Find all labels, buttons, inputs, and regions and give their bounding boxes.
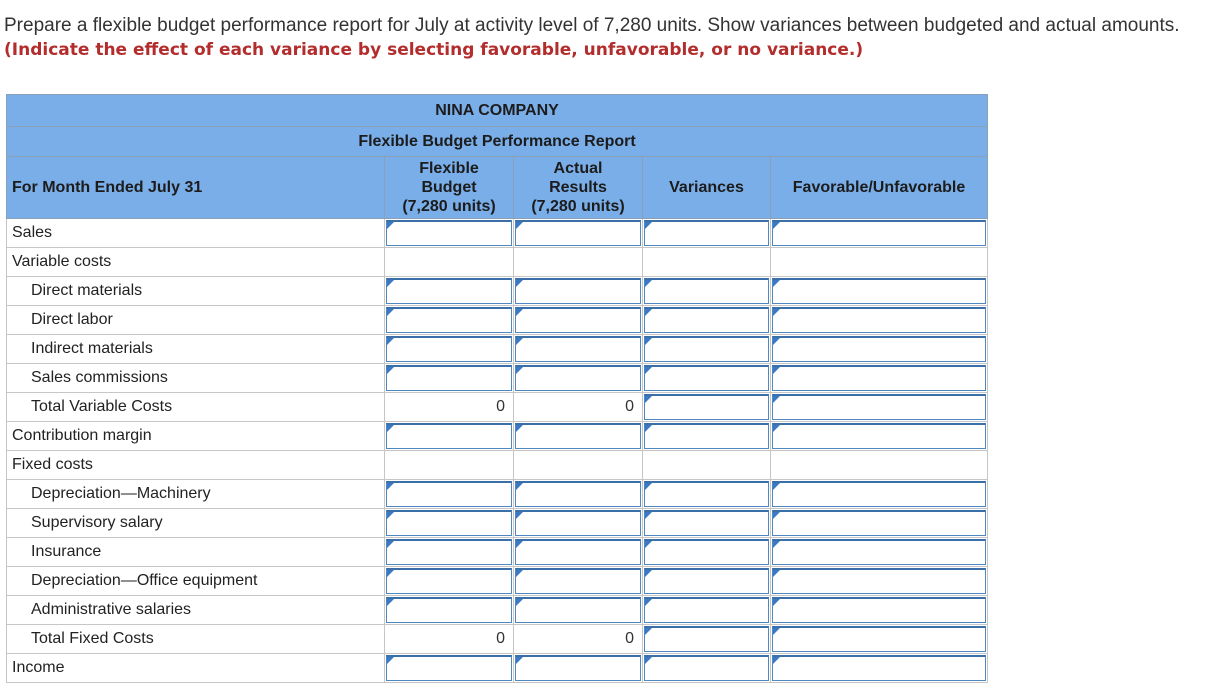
income-fav-unfav-select[interactable]	[772, 655, 986, 681]
table-row	[7, 393, 988, 422]
row-label-insurance: Insurance	[7, 538, 385, 567]
col-actual-line2: Results	[549, 179, 607, 196]
instructions	[4, 14, 1204, 62]
col-actual-line3: (7,280 units)	[531, 198, 625, 215]
table-row	[7, 538, 988, 567]
col-flexible-line2: Budget	[421, 179, 477, 196]
row-label-indirect-materials: Indirect materials	[7, 335, 385, 364]
table-row	[7, 306, 988, 335]
indirect-materials-variance-input[interactable]	[644, 336, 769, 362]
supervisory-salary-fav-unfav-select[interactable]	[772, 510, 986, 536]
direct-labor-actual-input[interactable]	[515, 307, 641, 333]
row-label-depreciation-office: Depreciation—Office equipment	[7, 567, 385, 596]
row-label-direct-materials: Direct materials	[7, 277, 385, 306]
table-row	[7, 509, 988, 538]
direct-labor-fav-unfav-select[interactable]	[772, 307, 986, 333]
sales-fav-unfav-select[interactable]	[772, 220, 986, 246]
direct-materials-variance-input[interactable]	[644, 278, 769, 304]
direct-materials-fav-unfav-select[interactable]	[772, 278, 986, 304]
col-actual-results	[514, 157, 643, 219]
supervisory-salary-flexible-input[interactable]	[386, 510, 512, 536]
total-fixed-flexible-value: 0	[385, 625, 514, 654]
table-row	[7, 451, 988, 480]
col-variances: Variances	[643, 157, 771, 219]
instructions-emphasis: (Indicate the effect of each variance by selecting favorable, unfavorable, or no variance.)	[4, 40, 864, 60]
col-favorable-unfavorable: Favorable/Unfavorable	[771, 157, 988, 219]
table-row	[7, 596, 988, 625]
table-row	[7, 480, 988, 509]
direct-materials-actual-input[interactable]	[515, 278, 641, 304]
sales-commissions-actual-input[interactable]	[515, 365, 641, 391]
row-label-fixed-costs: Fixed costs	[7, 451, 385, 480]
row-label-depreciation-machinery: Depreciation—Machinery	[7, 480, 385, 509]
table-row	[7, 219, 988, 248]
row-label-direct-labor: Direct labor	[7, 306, 385, 335]
instructions-text: Prepare a flexible budget performance report for July at activity level of 7,280 units. Show variances between budgeted and actual amounts.	[4, 15, 1180, 36]
insurance-fav-unfav-select[interactable]	[772, 539, 986, 565]
col-flexible-line1: Flexible	[419, 160, 479, 177]
col-flexible-budget	[385, 157, 514, 219]
contribution-margin-variance-input[interactable]	[644, 423, 769, 449]
income-variance-input[interactable]	[644, 655, 769, 681]
row-label-supervisory-salary: Supervisory salary	[7, 509, 385, 538]
sales-commissions-fav-unfav-select[interactable]	[772, 365, 986, 391]
row-label-income: Income	[7, 654, 385, 683]
total-variable-actual-value: 0	[514, 393, 643, 422]
contribution-margin-fav-unfav-select[interactable]	[772, 423, 986, 449]
depr-machinery-fav-unfav-select[interactable]	[772, 481, 986, 507]
col-actual-line1: Actual	[553, 160, 603, 177]
depr-office-flexible-input[interactable]	[386, 568, 512, 594]
sales-variance-input[interactable]	[644, 220, 769, 246]
table-row	[7, 422, 988, 451]
row-label-total-variable-costs: Total Variable Costs	[7, 393, 385, 422]
col-flexible-line3: (7,280 units)	[402, 198, 496, 215]
depr-machinery-flexible-input[interactable]	[386, 481, 512, 507]
depr-machinery-variance-input[interactable]	[644, 481, 769, 507]
table-row	[7, 625, 988, 654]
income-flexible-input[interactable]	[386, 655, 512, 681]
insurance-flexible-input[interactable]	[386, 539, 512, 565]
table-row	[7, 364, 988, 393]
total-variable-flexible-value: 0	[385, 393, 514, 422]
depr-office-fav-unfav-select[interactable]	[772, 568, 986, 594]
supervisory-salary-variance-input[interactable]	[644, 510, 769, 536]
admin-salaries-flexible-input[interactable]	[386, 597, 512, 623]
sales-flexible-input[interactable]	[386, 220, 512, 246]
contribution-margin-flexible-input[interactable]	[386, 423, 512, 449]
report-title: Flexible Budget Performance Report	[7, 127, 988, 157]
contribution-margin-actual-input[interactable]	[515, 423, 641, 449]
total-fixed-variance-input[interactable]	[644, 626, 769, 652]
direct-labor-variance-input[interactable]	[644, 307, 769, 333]
row-label-contribution-margin: Contribution margin	[7, 422, 385, 451]
table-row	[7, 654, 988, 683]
insurance-variance-input[interactable]	[644, 539, 769, 565]
admin-salaries-variance-input[interactable]	[644, 597, 769, 623]
row-label-sales-commissions: Sales commissions	[7, 364, 385, 393]
table-row	[7, 567, 988, 596]
sales-commissions-variance-input[interactable]	[644, 365, 769, 391]
total-variable-fav-unfav-select[interactable]	[772, 394, 986, 420]
income-actual-input[interactable]	[515, 655, 641, 681]
company-name: NINA COMPANY	[7, 95, 988, 127]
insurance-actual-input[interactable]	[515, 539, 641, 565]
table-row	[7, 277, 988, 306]
table-row	[7, 248, 988, 277]
row-label-variable-costs: Variable costs	[7, 248, 385, 277]
total-fixed-fav-unfav-select[interactable]	[772, 626, 986, 652]
row-label-total-fixed-costs: Total Fixed Costs	[7, 625, 385, 654]
row-label-sales: Sales	[7, 219, 385, 248]
table-row	[7, 335, 988, 364]
admin-salaries-fav-unfav-select[interactable]	[772, 597, 986, 623]
direct-labor-flexible-input[interactable]	[386, 307, 512, 333]
period-label: For Month Ended July 31	[7, 157, 385, 219]
indirect-materials-flexible-input[interactable]	[386, 336, 512, 362]
indirect-materials-actual-input[interactable]	[515, 336, 641, 362]
depr-office-variance-input[interactable]	[644, 568, 769, 594]
indirect-materials-fav-unfav-select[interactable]	[772, 336, 986, 362]
sales-commissions-flexible-input[interactable]	[386, 365, 512, 391]
sales-actual-input[interactable]	[515, 220, 641, 246]
depr-machinery-actual-input[interactable]	[515, 481, 641, 507]
supervisory-salary-actual-input[interactable]	[515, 510, 641, 536]
direct-materials-flexible-input[interactable]	[386, 278, 512, 304]
total-variable-variance-input[interactable]	[644, 394, 769, 420]
performance-report-table	[6, 94, 988, 683]
total-fixed-actual-value: 0	[514, 625, 643, 654]
row-label-administrative-salaries: Administrative salaries	[7, 596, 385, 625]
depr-office-actual-input[interactable]	[515, 568, 641, 594]
admin-salaries-actual-input[interactable]	[515, 597, 641, 623]
